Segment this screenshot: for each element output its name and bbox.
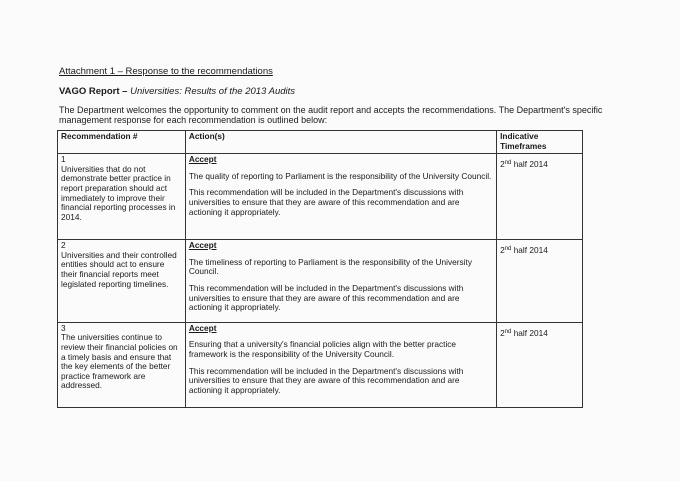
timeframe-cell — [497, 240, 583, 323]
timeframe-suffix: nd — [504, 328, 512, 335]
recommendation-cell — [58, 240, 186, 323]
report-heading — [59, 86, 295, 97]
attachment-title: Attachment 1 – Response to the recommendations — [59, 66, 273, 77]
action-cell — [185, 240, 496, 323]
table-row — [58, 322, 583, 407]
report-title: Universities: Results of the 2013 Audits — [130, 86, 296, 97]
header-recommendation: Recommendation # — [58, 131, 186, 154]
action-text: Ensuring that a university's financial policies align with the better practice framework is the responsibility of the University Council. — [188, 339, 457, 359]
timeframe-ordinal: 2 — [500, 327, 505, 338]
recommendation-cell — [58, 154, 186, 240]
table-header-row — [58, 131, 583, 154]
recommendation-text: Universities and their controlled entities should act to ensure their financial reports meet legislated reporting timelines. — [61, 249, 177, 289]
action-text: This recommendation will be included in the Department's discussions with universities to ensure that they are aware of this recommendation and are actioning it appropriately. — [188, 365, 464, 395]
header-timeframes: Indicative Timeframes — [497, 131, 583, 154]
report-prefix: VAGO Report – — [59, 86, 128, 97]
timeframe-text: half 2014 — [511, 327, 548, 338]
header-actions: Action(s) — [185, 131, 496, 154]
intro-paragraph: The Department welcomes the opportunity to comment on the audit report and accepts the recommendations. The Department's specific management response for each recommendation is outlined below: — [59, 105, 603, 125]
recommendation-text: The universities continue to review their financial policies on a timely basis and ensure that the key elements of the better practice framework are addressed. — [61, 332, 178, 391]
timeframe-ordinal: 2 — [500, 245, 505, 256]
action-cell — [185, 154, 496, 240]
action-cell — [185, 322, 496, 407]
timeframe-suffix: nd — [504, 246, 512, 253]
action-text: The quality of reporting to Parliament is the responsibility of the University Council. — [188, 170, 492, 181]
timeframe-suffix: nd — [504, 160, 512, 167]
recommendation-number: 1 — [61, 154, 66, 165]
decision-label: Accept — [188, 322, 217, 333]
timeframe-cell — [497, 322, 583, 407]
action-text: This recommendation will be included in the Department's discussions with universities to ensure that they are aware of this recommendation and are actioning it appropriately. — [188, 187, 464, 217]
recommendations-table — [57, 130, 583, 408]
action-text: The timeliness of reporting to Parliament is the responsibility of the University Council. — [188, 256, 472, 277]
table-row — [58, 240, 583, 323]
recommendation-number: 2 — [61, 240, 66, 251]
action-text: This recommendation will be included in the Department's discussions with universities to ensure that they are aware of this recommendation and are actioning it appropriately. — [188, 282, 464, 313]
recommendation-number: 3 — [61, 322, 66, 333]
timeframe-text: half 2014 — [511, 245, 548, 256]
recommendation-text: Universities that do not demonstrate better practice in report preparation should act immediately to improve their financial reporting processes in 2014. — [61, 163, 176, 222]
decision-label: Accept — [188, 240, 217, 251]
timeframe-cell — [497, 154, 583, 240]
timeframe-ordinal: 2 — [500, 159, 505, 170]
table-row — [58, 154, 583, 240]
recommendation-cell — [58, 322, 186, 407]
decision-label: Accept — [188, 154, 217, 165]
timeframe-text: half 2014 — [511, 159, 548, 170]
